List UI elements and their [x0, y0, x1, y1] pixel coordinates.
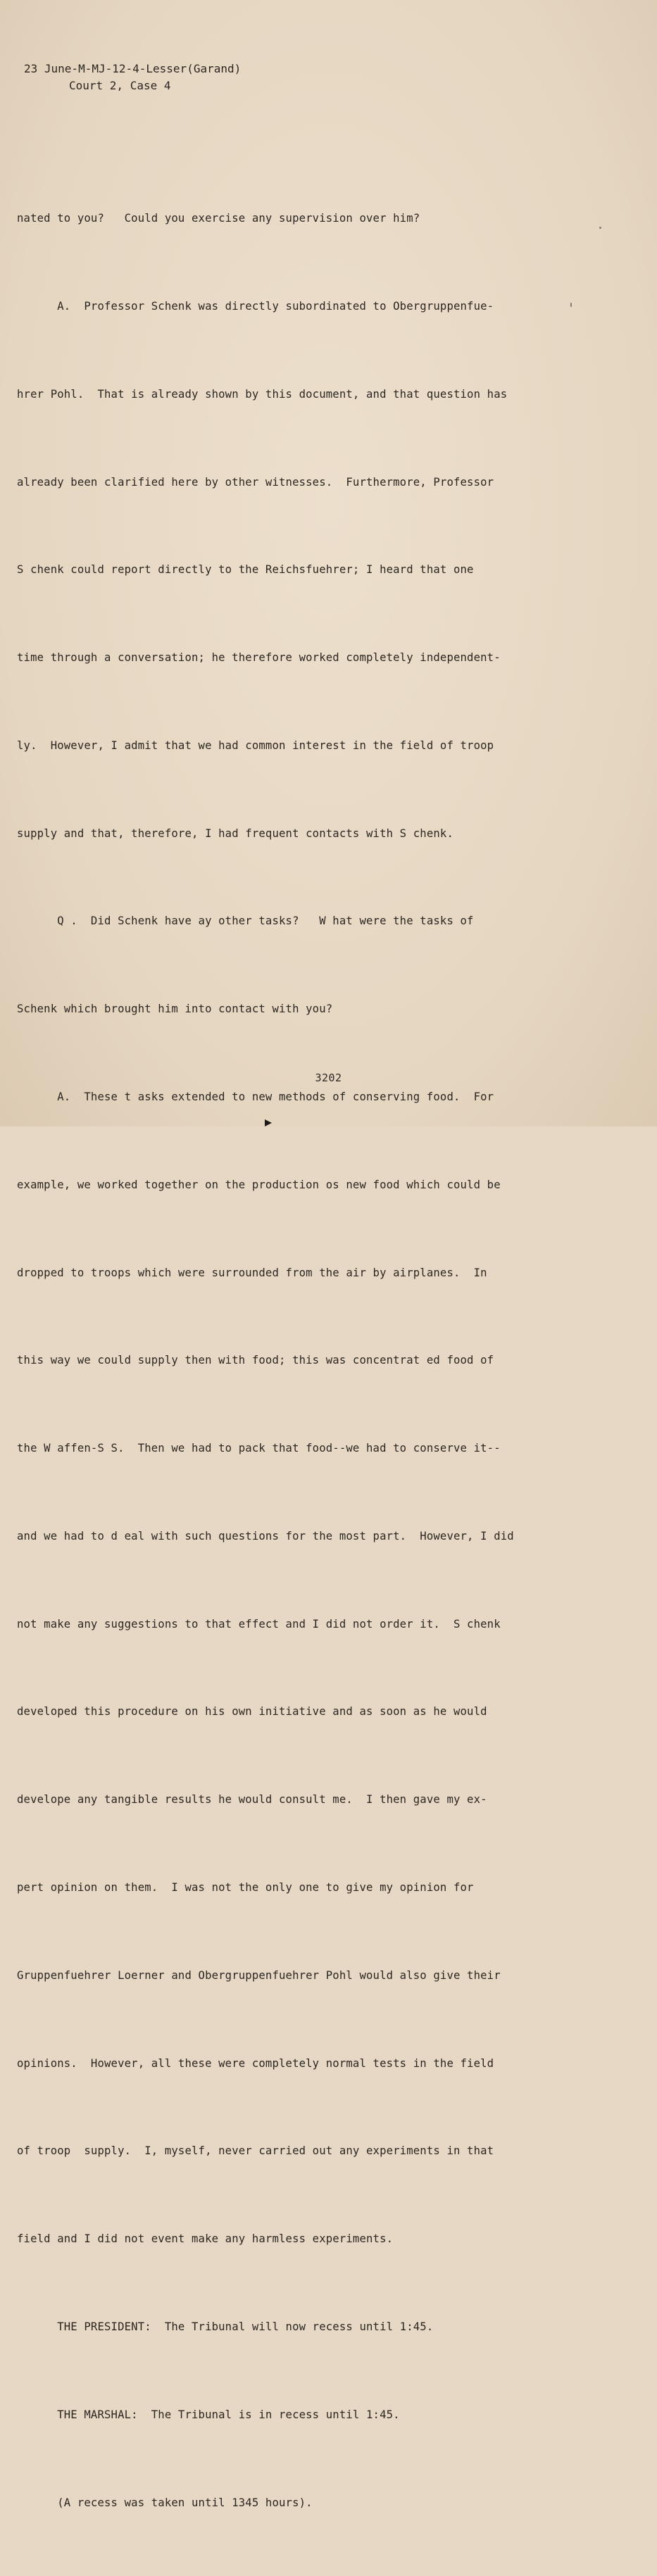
transcript-line: example, we worked together on the production os new food which could be [17, 1178, 501, 1191]
transcript-line: the W affen-S S. Then we had to pack that food--we had to conserve it-- [17, 1442, 501, 1455]
transcript-line: supply and that, therefore, I had frequent contacts with S chenk. [17, 827, 453, 840]
paper-speck [599, 227, 601, 229]
transcript-line: developed this procedure on his own initiative and as soon as he would [17, 1705, 487, 1719]
transcript-line: Q . Did Schenk have ay other tasks? W hat were the tasks of [17, 915, 474, 928]
transcript-line: A. These t asks extended to new methods of conserving food. For [17, 1091, 494, 1103]
transcript-line: dropped to troops which were surrounded from the air by airplanes. In [17, 1266, 487, 1279]
transcript-line: not make any suggestions to that effect and I did not order it. S chenk [17, 1617, 501, 1631]
transcript-line: ly. However, I admit that we had common interest in the field of troop [17, 739, 494, 752]
transcript-line: develope any tangible results he would consult me. I then gave my ex- [17, 1793, 487, 1807]
transcript-line: S chenk could report directly to the Reichsfuehrer; I heard that one [17, 563, 474, 577]
page-number: 3202 [315, 1072, 342, 1084]
paper-speck [570, 303, 572, 307]
transcript-line: of troop supply. I, myself, never carried out any experiments in that [17, 2144, 494, 2158]
transcript-line: and we had to d eal with such questions for the most part. However, I did [17, 1529, 514, 1543]
transcript-body [17, 146, 552, 2576]
transcript-line: already been clarified here by other witnesses. Furthermore, Professor [17, 475, 494, 489]
header-court-case: Court 2, Case 4 [69, 79, 171, 92]
transcript-line: pert opinion on them. I was not the only one to give my opinion for [17, 1881, 474, 1895]
page-edge-tab-mark [265, 1119, 272, 1126]
transcript-line: field and I did not event make any harmless experiments. [17, 2232, 394, 2246]
transcript-line: this way we could supply then with food; this was concentrat ed food of [17, 1354, 494, 1367]
transcript-line: opinions. However, all these were completely normal tests in the field [17, 2056, 494, 2070]
transcript-line: A. Professor Schenk was directly subordinated to Obergruppenfue- [17, 299, 494, 313]
transcript-line: THE PRESIDENT: The Tribunal will now recess until 1:45. [17, 2320, 434, 2333]
transcript-line: hrer Pohl. That is already shown by this document, and that question has [17, 387, 508, 401]
transcript-line: (A recess was taken until 1345 hours). [17, 2496, 313, 2509]
transcript-line: time through a conversation; he therefore worked completely independent- [17, 651, 501, 665]
transcript-line: Gruppenfuehrer Loerner and Obergruppenfuehrer Pohl would also give their [17, 1968, 501, 1982]
header-case-reference: 23 June-M-MJ-12-4-Lesser(Garand) [24, 62, 242, 75]
transcript-line: Schenk which brought him into contact with you? [17, 1003, 333, 1016]
document-header [24, 61, 241, 94]
transcript-line: nated to you? Could you exercise any supervision over him? [17, 212, 420, 225]
transcript-line: THE MARSHAL: The Tribunal is in recess until 1:45. [17, 2408, 400, 2421]
